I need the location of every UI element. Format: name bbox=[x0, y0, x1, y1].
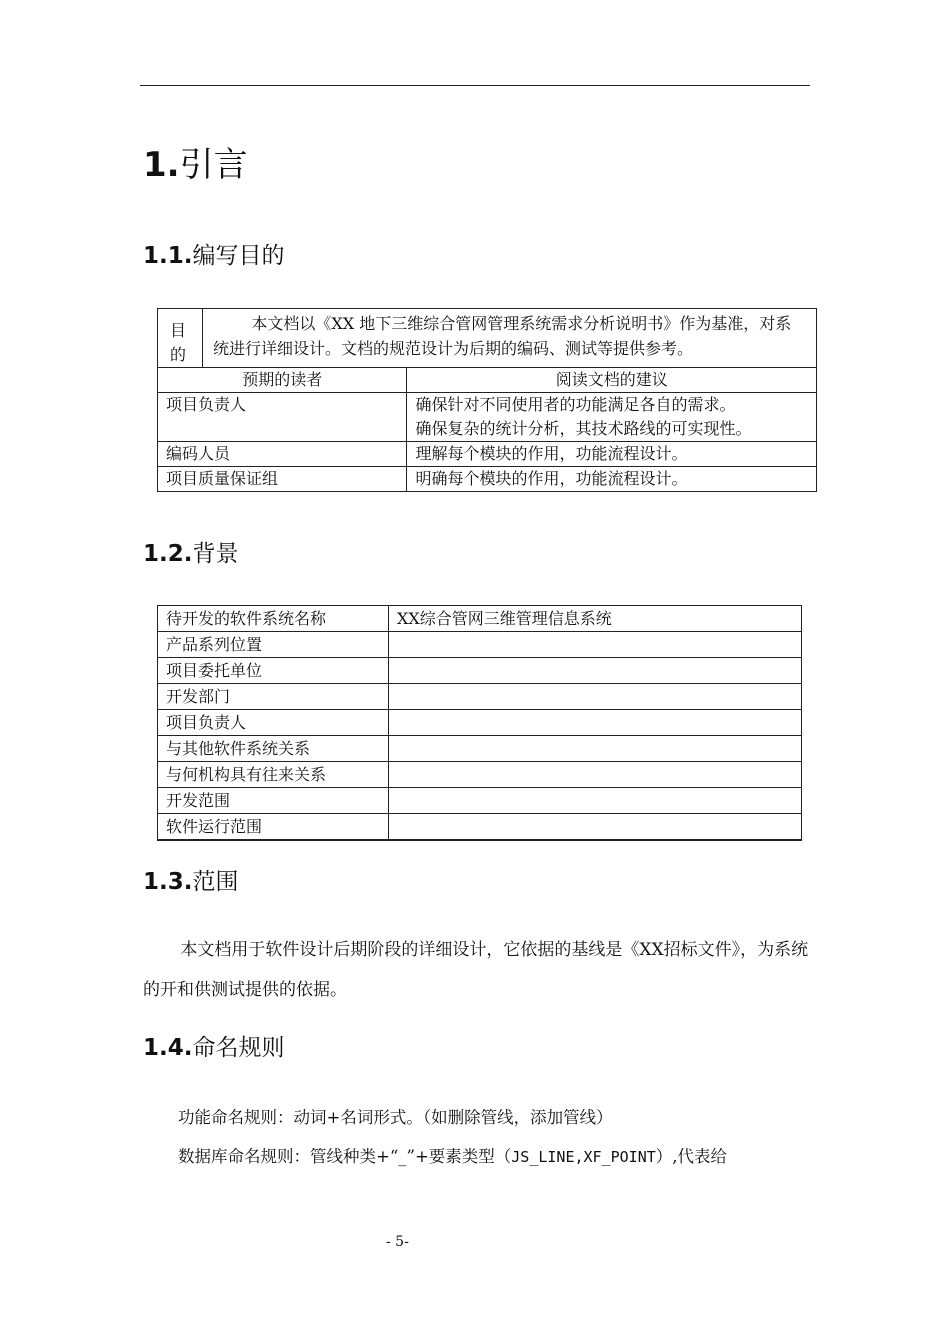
naming-rule-code: JS_LINE,XF_POINT bbox=[511, 1148, 656, 1166]
section-heading-1-4 bbox=[143, 1032, 284, 1064]
section-title: 命名规则 bbox=[192, 1035, 285, 1061]
section-title: 引言 bbox=[179, 145, 248, 185]
advice-cell bbox=[407, 393, 817, 442]
value-cell bbox=[389, 762, 802, 788]
table-row bbox=[158, 684, 802, 710]
purpose-label: 目的 bbox=[158, 309, 203, 368]
table-row bbox=[158, 788, 802, 814]
section-heading-1-3 bbox=[143, 866, 238, 898]
purpose-table bbox=[157, 308, 817, 492]
label-cell: 产品系列位置 bbox=[158, 632, 389, 658]
table-row bbox=[158, 710, 802, 736]
section-title: 背景 bbox=[192, 541, 239, 567]
purpose-row bbox=[158, 309, 817, 368]
section-number: 1. bbox=[143, 145, 180, 185]
section-number: 1.3. bbox=[143, 869, 193, 895]
advice-cell: 理解每个模块的作用，功能流程设计。 bbox=[407, 442, 817, 467]
page-number: - 5- bbox=[386, 1234, 409, 1250]
label-cell: 项目委托单位 bbox=[158, 658, 389, 684]
label-cell: 开发范围 bbox=[158, 788, 389, 814]
value-cell bbox=[389, 684, 802, 710]
section-heading-1-2 bbox=[143, 538, 238, 570]
section-heading-1 bbox=[143, 140, 248, 190]
section-title: 范围 bbox=[192, 869, 239, 895]
section-number: 1.4. bbox=[143, 1035, 193, 1061]
value-cell bbox=[389, 788, 802, 814]
label-cell: 项目负责人 bbox=[158, 710, 389, 736]
table-row bbox=[158, 606, 802, 632]
background-table bbox=[157, 605, 802, 841]
label-cell: 软件运行范围 bbox=[158, 814, 389, 841]
table-row bbox=[158, 467, 817, 492]
advice-cell: 明确每个模块的作用，功能流程设计。 bbox=[407, 467, 817, 492]
table-row bbox=[158, 658, 802, 684]
purpose-text: 本文档以《XX 地下三维综合管网管理系统需求分析说明书》作为基准，对系统进行详细设计。文档的规范设计为后期的编码、测试等提供参考。 bbox=[203, 309, 817, 368]
table-row bbox=[158, 632, 802, 658]
table-row bbox=[158, 736, 802, 762]
header-rule bbox=[140, 85, 810, 86]
table-row bbox=[158, 814, 802, 841]
advice-line: 确保复杂的统计分析，其技术路线的可实现性。 bbox=[415, 419, 752, 438]
value-cell bbox=[389, 736, 802, 762]
table-row bbox=[158, 762, 802, 788]
value-cell: XX综合管网三维管理信息系统 bbox=[389, 606, 802, 632]
column-header-reader: 预期的读者 bbox=[158, 368, 407, 393]
naming-rule-database bbox=[178, 1143, 727, 1167]
label-cell: 与何机构具有往来关系 bbox=[158, 762, 389, 788]
table-header-row bbox=[158, 368, 817, 393]
column-header-advice: 阅读文档的建议 bbox=[407, 368, 817, 393]
scope-paragraph: 本文档用于软件设计后期阶段的详细设计，它依据的基线是《XX招标文件》，为系统的开和供测试提供的依据。 bbox=[143, 940, 809, 1000]
reader-cell: 项目负责人 bbox=[158, 393, 407, 442]
reader-cell: 项目质量保证组 bbox=[158, 467, 407, 492]
value-cell bbox=[389, 710, 802, 736]
table-row bbox=[158, 393, 817, 442]
value-cell bbox=[389, 814, 802, 841]
section-number: 1.1. bbox=[143, 243, 193, 269]
section-title: 编写目的 bbox=[192, 243, 285, 269]
naming-rule-function: 功能命名规则：动词+名词形式。（如删除管线，添加管线） bbox=[178, 1108, 613, 1127]
table-row bbox=[158, 442, 817, 467]
label-cell: 待开发的软件系统名称 bbox=[158, 606, 389, 632]
value-cell bbox=[389, 658, 802, 684]
naming-rule-suffix: ）,代表给 bbox=[655, 1147, 728, 1166]
label-cell: 与其他软件系统关系 bbox=[158, 736, 389, 762]
label-cell: 开发部门 bbox=[158, 684, 389, 710]
section-number: 1.2. bbox=[143, 541, 193, 567]
section-heading-1-1 bbox=[143, 240, 284, 272]
value-cell bbox=[389, 632, 802, 658]
advice-line: 确保针对不同使用者的功能满足各自的需求。 bbox=[415, 395, 736, 414]
reader-cell: 编码人员 bbox=[158, 442, 407, 467]
naming-rule-prefix: 数据库命名规则：管线种类+“_”+要素类型（ bbox=[178, 1147, 512, 1166]
